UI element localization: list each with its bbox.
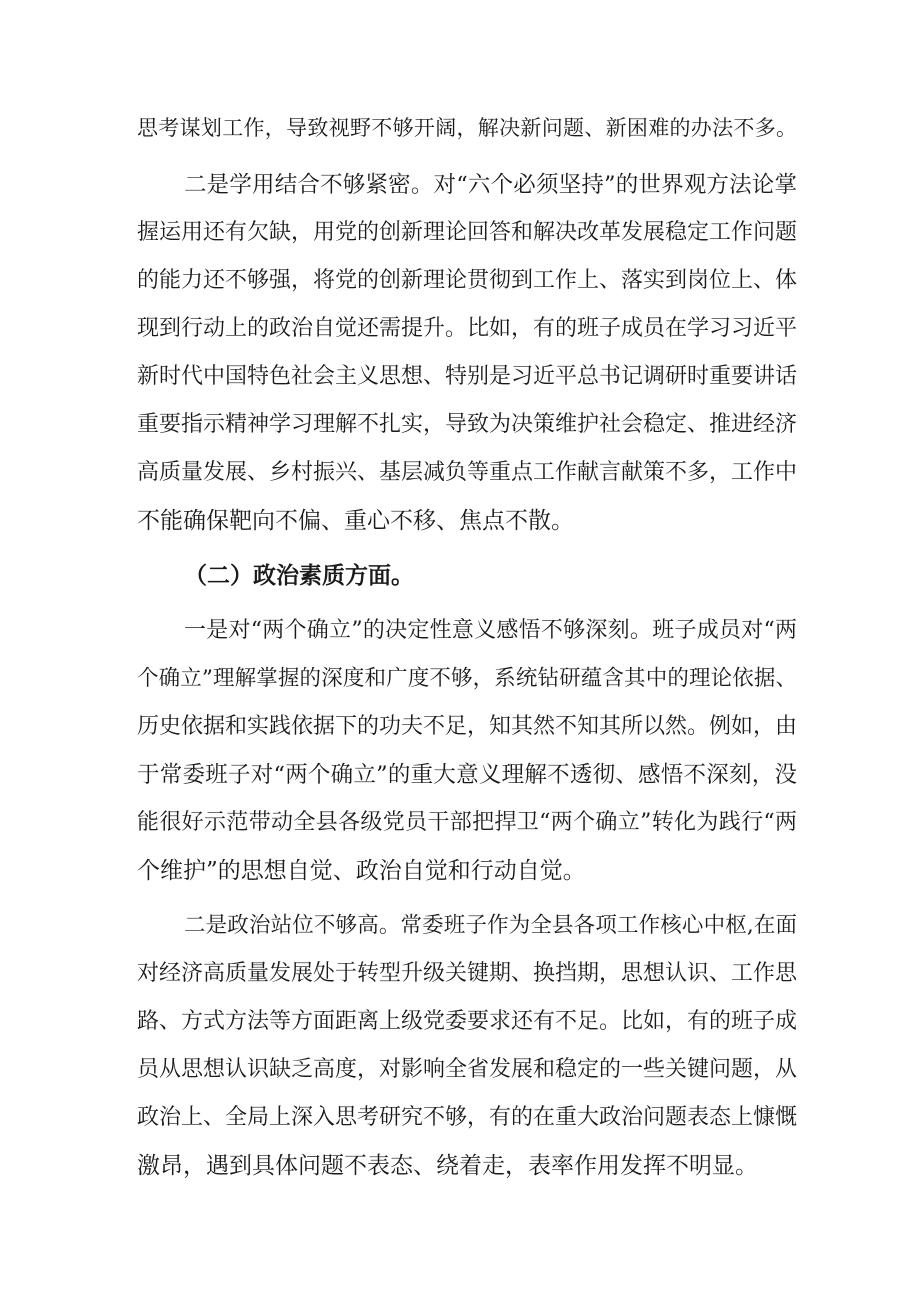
- text-line: 员从思想认识缺乏高度，对影响全省发展和稳定的一些关键问题，从: [137, 1057, 798, 1082]
- text-line: 的能力还不够强，将党的创新理论贯彻到工作上、落实到岗位上、体: [137, 268, 798, 293]
- text-line: 现到行动上的政治自觉还需提升。比如，有的班子成员在学习习近平: [137, 316, 798, 341]
- text-line: 一是对“两个确立”的决定性意义感悟不够深刻。班子成员对“两: [184, 618, 797, 643]
- text-line: 于常委班子对“两个确立”的重大意义理解不透彻、感悟不深刻，没: [137, 762, 797, 788]
- text-line: 政治上、全局上深入思考研究不够，有的在重大政治问题表态上慷慨: [137, 1105, 798, 1130]
- text-line: 路、方式方法等方面距离上级党委要求还有不足。比如，有的班子成: [137, 1009, 798, 1034]
- text-line: 新时代中国特色社会主义思想、特别是习近平总书记调研时重要讲话: [137, 364, 798, 389]
- text-line: 个维护”的思想自觉、政治自觉和行动自觉。: [137, 858, 586, 884]
- text-line: 二是政治站位不够高。常委班子作为全县各项工作核心中枢,在面: [184, 913, 797, 938]
- text-line: 能很好示范带动全县各级党员干部把捍卫“两个确立”转化为践行“两: [137, 810, 797, 835]
- text-line: 对经济高质量发展处于转型升级关键期、换挡期，思想认识、工作思: [137, 961, 798, 986]
- text-line: 历史依据和实践依据下的功夫不足，知其然不知其所以然。例如，由: [137, 714, 798, 739]
- text-line: 不能确保靶向不偏、重心不移、焦点不散。: [137, 508, 574, 534]
- text-line: 思考谋划工作，导致视野不够开阔，解决新问题、新困难的办法不多。: [137, 116, 797, 140]
- section-heading: （二）政治素质方面。: [184, 562, 414, 589]
- text-line: 重要指示精神学习理解不扎实，导致为决策维护社会稳定、推进经济: [137, 412, 798, 437]
- text-line: 激昂，遇到具体问题不表态、绕着走，表率作用发挥不明显。: [137, 1153, 758, 1179]
- text-line: 二是学用结合不够紧密。对“六个必须坚持”的世界观方法论掌: [184, 172, 797, 198]
- text-line: 握运用还有欠缺，用党的创新理论回答和解决改革发展稳定工作问题: [137, 220, 798, 245]
- text-line: 个确立”理解掌握的深度和广度不够，系统钻研蕴含其中的理论依据、: [137, 666, 797, 691]
- text-line: 高质量发展、乡村振兴、基层减负等重点工作献言献策不多，工作中: [137, 460, 798, 485]
